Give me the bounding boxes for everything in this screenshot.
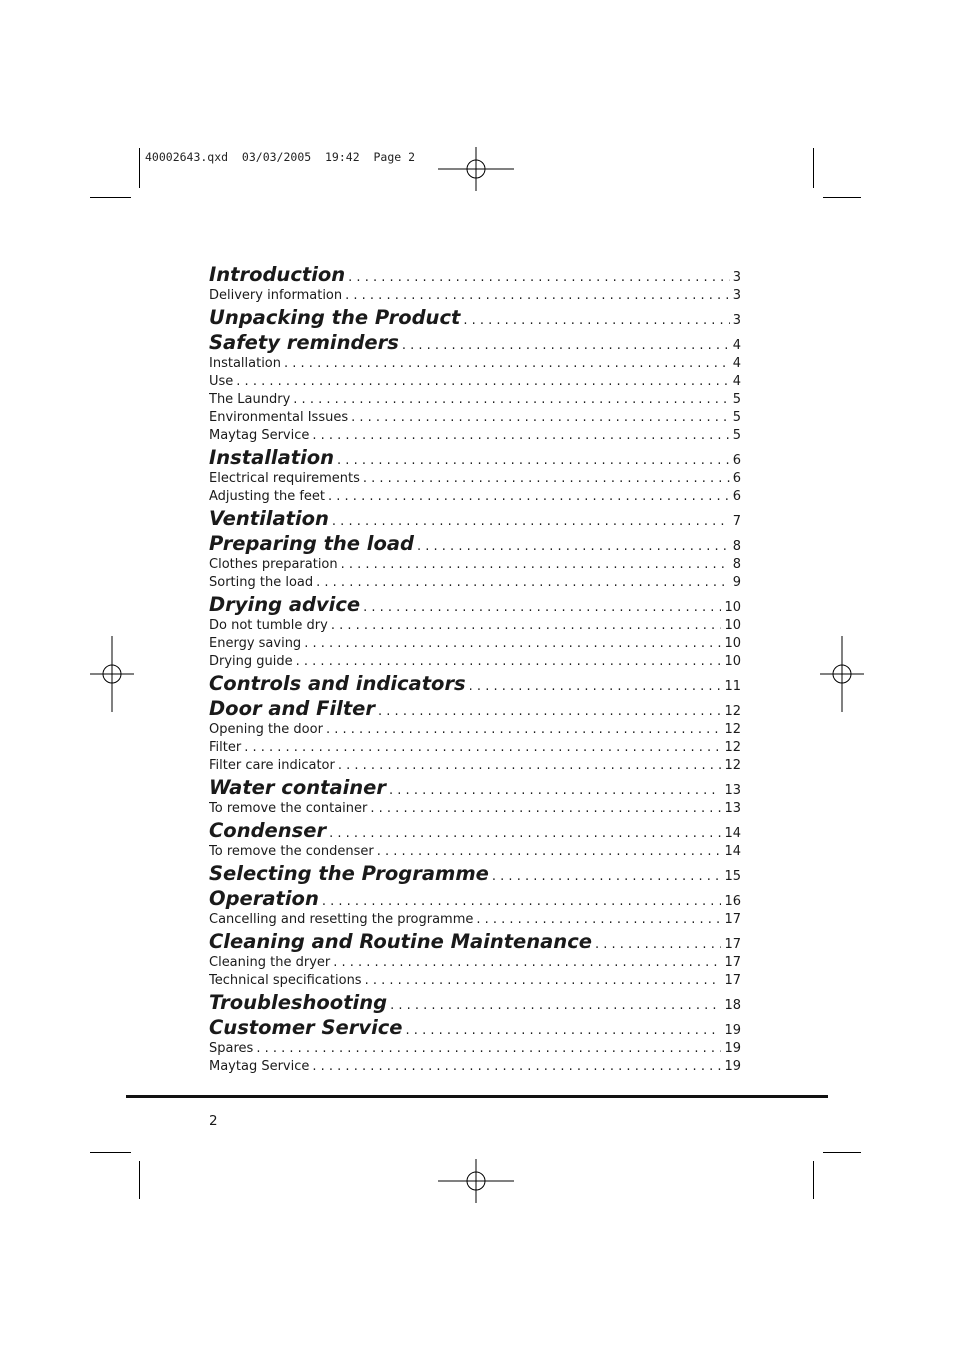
- toc-entry[interactable]: [209, 391, 741, 409]
- toc-heading[interactable]: [209, 886, 741, 911]
- crop-mark: [139, 148, 140, 188]
- toc-entry[interactable]: [209, 556, 741, 574]
- toc-entry[interactable]: [209, 470, 741, 488]
- toc-title: Safety reminders: [209, 331, 399, 354]
- crop-mark: [90, 197, 131, 198]
- toc-page-number: 4: [732, 338, 741, 353]
- toc-title: Use: [209, 374, 234, 389]
- toc-entry[interactable]: [209, 373, 741, 391]
- toc-title: Controls and indicators: [209, 672, 466, 695]
- toc-title: Customer Service: [209, 1016, 403, 1039]
- toc-page-number: 17: [724, 912, 741, 927]
- toc-page-number: 6: [732, 489, 741, 504]
- toc-heading[interactable]: [209, 262, 741, 287]
- toc-page-number: 3: [732, 288, 741, 303]
- toc-entry[interactable]: [209, 1040, 741, 1058]
- dot-leader: [304, 635, 721, 653]
- dot-leader: [363, 595, 721, 617]
- toc-entry[interactable]: [209, 757, 741, 775]
- table-of-contents: [209, 262, 741, 1076]
- crop-mark: [813, 1161, 814, 1199]
- dot-leader: [492, 864, 722, 886]
- toc-heading[interactable]: [209, 531, 741, 556]
- toc-title: Preparing the load: [209, 532, 414, 555]
- toc-page-number: 8: [732, 539, 741, 554]
- dot-leader: [377, 843, 722, 861]
- crop-mark: [139, 1161, 140, 1199]
- dot-leader: [351, 409, 730, 427]
- toc-title: Energy saving: [209, 636, 302, 651]
- toc-heading[interactable]: [209, 696, 741, 721]
- dot-leader: [365, 972, 722, 990]
- toc-title: Environmental Issues: [209, 410, 349, 425]
- toc-title: Clothes preparation: [209, 557, 338, 572]
- dot-leader: [337, 448, 730, 470]
- toc-title: Operation: [209, 887, 319, 910]
- toc-title: Maytag Service: [209, 428, 310, 443]
- toc-entry[interactable]: [209, 635, 741, 653]
- dot-leader: [402, 333, 730, 355]
- toc-title: Installation: [209, 356, 282, 371]
- toc-page-number: 11: [724, 679, 741, 694]
- toc-page-number: 10: [724, 636, 741, 651]
- toc-title: Ventilation: [209, 507, 329, 530]
- dot-leader: [284, 355, 730, 373]
- toc-heading[interactable]: [209, 671, 741, 696]
- toc-heading[interactable]: [209, 445, 741, 470]
- dot-leader: [390, 993, 721, 1015]
- footer-rule: [126, 1095, 828, 1098]
- toc-entry[interactable]: [209, 843, 741, 861]
- dot-leader: [378, 699, 721, 721]
- toc-page-number: 8: [732, 557, 741, 572]
- toc-page-number: 7: [732, 514, 741, 529]
- dot-leader: [296, 653, 722, 671]
- toc-page-number: 3: [732, 313, 741, 328]
- toc-title: Unpacking the Product: [209, 306, 461, 329]
- toc-heading[interactable]: [209, 818, 741, 843]
- toc-title: Maytag Service: [209, 1059, 310, 1074]
- toc-entry[interactable]: [209, 355, 741, 373]
- toc-page-number: 14: [724, 826, 741, 841]
- toc-heading[interactable]: [209, 1015, 741, 1040]
- dot-leader: [332, 509, 730, 531]
- dot-leader: [331, 617, 722, 635]
- toc-title: Spares: [209, 1041, 254, 1056]
- toc-title: Filter: [209, 740, 242, 755]
- dot-leader: [363, 470, 730, 488]
- dot-leader: [417, 534, 730, 556]
- dot-leader: [476, 911, 721, 929]
- toc-entry[interactable]: [209, 653, 741, 671]
- toc-title: Troubleshooting: [209, 991, 388, 1014]
- toc-title: Condenser: [209, 819, 327, 842]
- toc-entry[interactable]: [209, 972, 741, 990]
- toc-page-number: 6: [732, 453, 741, 468]
- toc-entry[interactable]: [209, 739, 741, 757]
- crop-mark: [823, 1152, 861, 1153]
- dot-leader: [370, 800, 721, 818]
- toc-title: Cleaning the dryer: [209, 955, 331, 970]
- registration-mark-icon: [436, 1141, 516, 1221]
- dot-leader: [322, 889, 722, 911]
- page-number: 2: [209, 1113, 218, 1129]
- toc-title: Installation: [209, 446, 335, 469]
- toc-page-number: 5: [732, 428, 741, 443]
- toc-title: Water container: [209, 776, 387, 799]
- toc-title: Door and Filter: [209, 697, 376, 720]
- dot-leader: [469, 674, 722, 696]
- dot-leader: [345, 287, 730, 305]
- toc-title: Do not tumble dry: [209, 618, 328, 633]
- toc-heading[interactable]: [209, 861, 741, 886]
- toc-entry[interactable]: [209, 721, 741, 739]
- toc-page-number: 12: [724, 722, 741, 737]
- dot-leader: [293, 391, 729, 409]
- toc-page-number: 6: [732, 471, 741, 486]
- toc-entry[interactable]: [209, 617, 741, 635]
- toc-entry[interactable]: [209, 574, 741, 592]
- toc-heading[interactable]: [209, 305, 741, 330]
- toc-title: Opening the door: [209, 722, 323, 737]
- dot-leader: [338, 757, 722, 775]
- dot-leader: [316, 574, 730, 592]
- toc-title: Introduction: [209, 263, 346, 286]
- toc-page-number: 16: [724, 894, 741, 909]
- dot-leader: [329, 821, 721, 843]
- dot-leader: [256, 1040, 721, 1058]
- dot-leader: [326, 721, 722, 739]
- toc-page-number: 19: [724, 1041, 741, 1056]
- toc-page-number: 15: [724, 869, 741, 884]
- toc-page-number: 12: [724, 758, 741, 773]
- toc-title: Filter care indicator: [209, 758, 335, 773]
- toc-page-number: 13: [724, 801, 741, 816]
- dot-leader: [244, 739, 721, 757]
- dot-leader: [236, 373, 729, 391]
- toc-page-number: 4: [732, 356, 741, 371]
- crop-mark: [90, 1152, 131, 1153]
- toc-title: Sorting the load: [209, 575, 314, 590]
- toc-heading[interactable]: [209, 592, 741, 617]
- toc-title: Technical specifications: [209, 973, 362, 988]
- crop-mark: [823, 197, 861, 198]
- registration-mark-icon: [436, 129, 516, 209]
- toc-heading[interactable]: [209, 775, 741, 800]
- toc-page-number: 17: [724, 973, 741, 988]
- toc-title: Drying advice: [209, 593, 361, 616]
- toc-title: The Laundry: [209, 392, 291, 407]
- toc-entry[interactable]: [209, 800, 741, 818]
- toc-page-number: 3: [732, 270, 741, 285]
- print-slug: 40002643.qxd 03/03/2005 19:42 Page 2: [145, 150, 416, 164]
- toc-title: Cancelling and resetting the programme: [209, 912, 474, 927]
- dot-leader: [328, 488, 730, 506]
- toc-heading[interactable]: [209, 506, 741, 531]
- toc-title: To remove the condenser: [209, 844, 374, 859]
- toc-page-number: 17: [724, 937, 741, 952]
- toc-page-number: 10: [724, 618, 741, 633]
- toc-title: To remove the container: [209, 801, 368, 816]
- dot-leader: [312, 427, 729, 445]
- toc-title: Delivery information: [209, 288, 343, 303]
- dot-leader: [312, 1058, 721, 1076]
- dot-leader: [463, 308, 729, 330]
- dot-leader: [595, 932, 721, 954]
- dot-leader: [348, 265, 730, 287]
- toc-page-number: 13: [724, 783, 741, 798]
- toc-entry[interactable]: [209, 287, 741, 305]
- toc-page-number: 5: [732, 392, 741, 407]
- dot-leader: [389, 778, 721, 800]
- toc-page-number: 19: [724, 1059, 741, 1074]
- toc-title: Electrical requirements: [209, 471, 360, 486]
- toc-title: Selecting the Programme: [209, 862, 489, 885]
- toc-page-number: 10: [724, 654, 741, 669]
- toc-page-number: 5: [732, 410, 741, 425]
- crop-mark: [813, 148, 814, 188]
- toc-page-number: 12: [724, 740, 741, 755]
- dot-leader: [406, 1018, 722, 1040]
- toc-page-number: 19: [724, 1023, 741, 1038]
- toc-title: Cleaning and Routine Maintenance: [209, 930, 592, 953]
- toc-entry[interactable]: [209, 911, 741, 929]
- toc-entry[interactable]: [209, 488, 741, 506]
- toc-entry[interactable]: [209, 409, 741, 427]
- toc-page-number: 12: [724, 704, 741, 719]
- toc-heading[interactable]: [209, 330, 741, 355]
- registration-mark-icon: [802, 634, 882, 714]
- toc-heading[interactable]: [209, 929, 741, 954]
- toc-page-number: 10: [724, 600, 741, 615]
- toc-entry[interactable]: [209, 1058, 741, 1076]
- dot-leader: [333, 954, 721, 972]
- toc-heading[interactable]: [209, 990, 741, 1015]
- toc-title: Adjusting the feet: [209, 489, 326, 504]
- dot-leader: [341, 556, 730, 574]
- toc-page-number: 14: [724, 844, 741, 859]
- registration-mark-icon: [72, 634, 152, 714]
- toc-page-number: 4: [732, 374, 741, 389]
- toc-page-number: 18: [724, 998, 741, 1013]
- toc-page-number: 17: [724, 955, 741, 970]
- toc-entry[interactable]: [209, 427, 741, 445]
- toc-entry[interactable]: [209, 954, 741, 972]
- toc-title: Drying guide: [209, 654, 293, 669]
- toc-page-number: 9: [732, 575, 741, 590]
